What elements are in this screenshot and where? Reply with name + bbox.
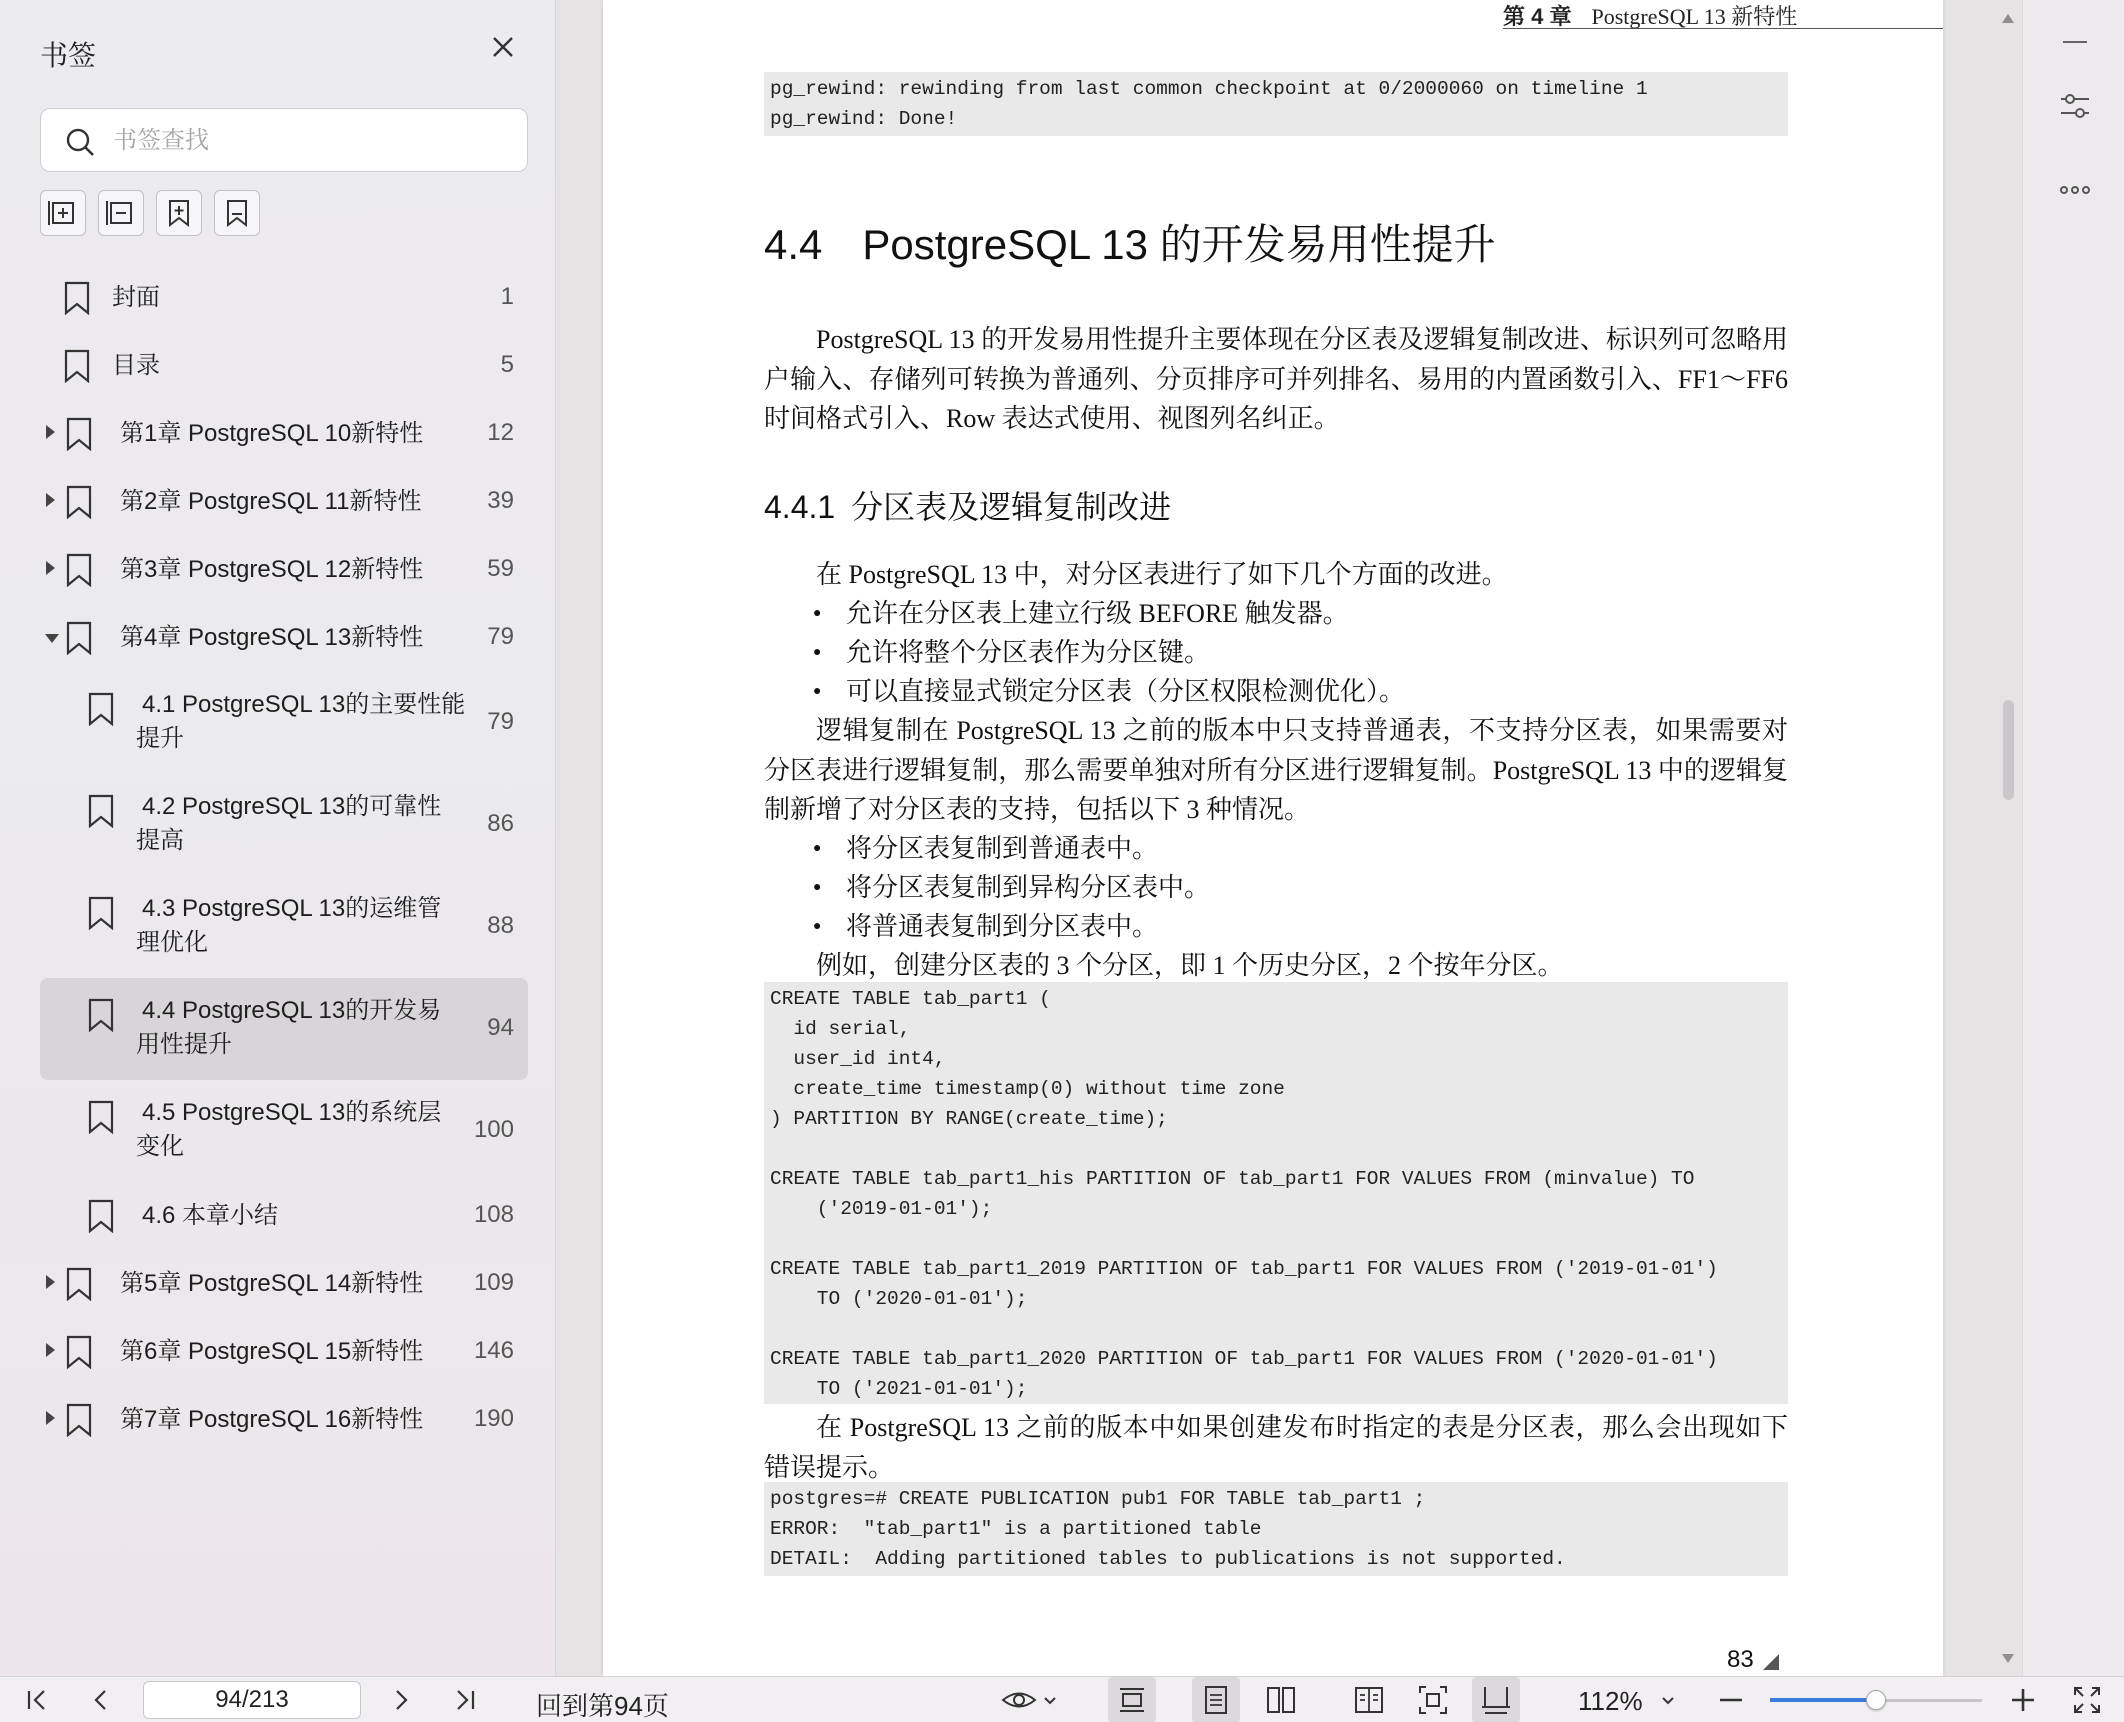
continuous-scroll-icon[interactable]	[1479, 1683, 1513, 1717]
bookmark-item-4-5[interactable]	[40, 1080, 528, 1182]
fullscreen-icon[interactable]	[2070, 1683, 2104, 1717]
bookmark-label-line2: 提高	[136, 827, 184, 854]
intro-paragraph: PostgreSQL 13 的开发易用性提升主要体现在分区表及逻辑复制改进、标识列可忽略用户输入、存储列可转换为普通列、分页排序可并列排名、易用的内置函数引入、FF1～FF6 时间格式引入、Row 表达式使用、视图列名纠正。	[764, 325, 1788, 433]
bookmark-icon	[88, 794, 114, 828]
fit-width-icon[interactable]	[1115, 1683, 1149, 1717]
add-bookmark-icon	[163, 197, 195, 229]
document-viewport[interactable]	[556, 0, 2022, 1676]
scroll-up-icon[interactable]	[2002, 14, 2014, 23]
zoom-dropdown-chevron-icon[interactable]	[1658, 1683, 1678, 1717]
bookmark-page: 86	[487, 810, 514, 837]
bookmark-label: 第1章 PostgreSQL 10新特性	[120, 420, 424, 447]
bullet-item: ● 将普通表复制到分区表中。	[816, 907, 1158, 946]
bookmark-page: 1	[500, 283, 514, 310]
section-heading	[764, 212, 1496, 272]
bookmark-label: 第2章 PostgreSQL 11新特性	[120, 488, 422, 515]
bookmark-label-line2: 用性提升	[136, 1031, 232, 1058]
bookmark-label: 第4章 PostgreSQL 13新特性	[120, 624, 424, 651]
bookmark-item-chapter-1[interactable]	[40, 400, 528, 468]
vertical-scrollbar[interactable]	[1996, 0, 2022, 1676]
expand-arrow-icon[interactable]	[46, 493, 55, 507]
expand-arrow-icon[interactable]	[46, 1411, 55, 1425]
bookmark-label: 4.6 本章小结	[142, 1202, 279, 1229]
bullet-item: ● 可以直接显式锁定分区表（分区权限检测优化）。	[816, 672, 1405, 711]
bookmark-icon	[88, 1100, 114, 1134]
bookmark-icon	[66, 485, 92, 519]
search-icon	[63, 125, 97, 159]
sidebar-title: 书签	[40, 40, 97, 71]
bookmark-page: 100	[473, 1116, 514, 1143]
bullet-item: ● 将分区表复制到异构分区表中。	[816, 868, 1210, 907]
bookmark-icon	[88, 1199, 114, 1233]
bookmark-item-4-4[interactable]	[40, 978, 528, 1080]
page-corner-icon	[1763, 1654, 1779, 1670]
bullet-item: ● 将分区表复制到普通表中。	[816, 829, 1158, 868]
back-to-page-link[interactable]: 回到第94页	[536, 1691, 669, 1721]
bookmark-page: 146	[473, 1337, 514, 1364]
book-view-icon[interactable]	[1352, 1683, 1386, 1717]
bookmark-label-line1: 4.3 PostgreSQL 13的运维管	[142, 895, 442, 922]
zoom-level[interactable]: 112%	[1578, 1686, 1643, 1716]
bookmark-item-chapter-7[interactable]	[40, 1386, 528, 1454]
subsection-number: 4.4.1	[764, 489, 836, 525]
bookmark-toolbar	[40, 190, 260, 236]
bookmark-label-line1: 4.1 PostgreSQL 13的主要性能	[142, 691, 466, 718]
expand-arrow-icon[interactable]	[46, 561, 55, 575]
bookmark-page: 88	[487, 912, 514, 939]
bookmark-icon	[66, 417, 92, 451]
next-page-icon[interactable]	[384, 1683, 418, 1717]
section-number: 4.4	[764, 221, 823, 268]
bookmark-label: 第5章 PostgreSQL 14新特性	[120, 1270, 424, 1297]
bookmark-item-4-2[interactable]	[40, 774, 528, 876]
last-page-icon[interactable]	[448, 1683, 482, 1717]
scroll-down-icon[interactable]	[2002, 1654, 2014, 1663]
collapse-arrow-icon[interactable]	[45, 634, 59, 643]
bookmark-label-line2: 提升	[136, 725, 184, 752]
paragraph: 在 PostgreSQL 13 中，对分区表进行了如下几个方面的改进。	[816, 560, 1508, 589]
expand-all-icon	[47, 197, 79, 229]
right-toolbar	[2022, 0, 2124, 1676]
zoom-out-icon[interactable]	[1714, 1683, 1748, 1717]
bookmark-page: 12	[487, 419, 514, 446]
zoom-in-icon[interactable]	[2006, 1683, 2040, 1717]
subsection-heading	[764, 482, 1171, 528]
code-block-create-table: CREATE TABLE tab_part1 ( id serial, user_id int4, create_time timestamp(0) without time zone ) PARTITION BY RANGE(create_time); CREATE TABLE tab_part1_his PARTITION OF tab_part1 FOR VALUES FROM (minvalue) TO ('2019-01-01'); CREATE TABLE tab_part1_2019 PARTITION OF tab_part1 FOR VALUES FROM ('2019-01-01') TO ('2020-01-01'); CREATE TABLE tab_part1_2020 PARTITION OF tab_part1 FOR VALUES FROM ('2020-01-01') TO ('2021-01-01');	[764, 982, 1788, 1404]
bottom-toolbar	[0, 1676, 2124, 1722]
add-bookmark-button[interactable]	[156, 190, 202, 236]
bookmark-page: 59	[487, 555, 514, 582]
bookmark-item-4-1[interactable]	[40, 672, 528, 774]
bookmark-item-chapter-3[interactable]	[40, 536, 528, 604]
bookmark-label-line1: 4.5 PostgreSQL 13的系统层	[142, 1099, 442, 1126]
bookmark-icon	[221, 197, 253, 229]
paragraph: 逻辑复制在 PostgreSQL 13 之前的版本中只支持普通表，不支持分区表，如果需要对分区表进行逻辑复制，那么需要单独对所有分区进行逻辑复制。PostgreSQL 13 中的逻辑复制新增了对分区表的支持，包括以下 3 种情况。	[764, 716, 1788, 824]
single-page-icon[interactable]	[1199, 1683, 1233, 1717]
bookmark-page: 109	[473, 1269, 514, 1296]
collapse-all-icon	[105, 197, 137, 229]
bullet-item: ● 允许将整个分区表作为分区键。	[816, 633, 1210, 672]
bookmark-list	[40, 264, 528, 1454]
paragraph: 在 PostgreSQL 13 之前的版本中如果创建发布时指定的表是分区表，那么会出现如下错误提示。	[764, 1413, 1788, 1482]
bookmark-item-4-6[interactable]	[40, 1182, 528, 1250]
close-icon[interactable]	[486, 30, 520, 64]
bullet-item: ● 允许在分区表上建立行级 BEFORE 触发器。	[816, 594, 1349, 633]
bookmark-label: 第7章 PostgreSQL 16新特性	[120, 1406, 424, 1433]
bookmark-page: 5	[500, 351, 514, 378]
bookmark-icon	[64, 281, 90, 315]
expand-all-button[interactable]	[40, 190, 86, 236]
bookmark-page: 108	[473, 1201, 514, 1228]
bookmarks-sidebar	[0, 0, 556, 1676]
bookmark-item-chapter-4[interactable]	[40, 604, 528, 672]
first-page-icon[interactable]	[20, 1683, 54, 1717]
bookmark-icon	[88, 896, 114, 930]
bookmark-item-4-3[interactable]	[40, 876, 528, 978]
bookmark-icon	[66, 621, 92, 655]
bookmark-page: 39	[487, 487, 514, 514]
expand-arrow-icon[interactable]	[46, 425, 55, 439]
fit-page-icon[interactable]	[1416, 1683, 1450, 1717]
eye-icon[interactable]	[1000, 1683, 1038, 1717]
bookmark-label-line1: 4.4 PostgreSQL 13的开发易	[142, 997, 442, 1024]
expand-arrow-icon[interactable]	[46, 1343, 55, 1357]
bookmark-icon	[66, 553, 92, 587]
bookmark-icon	[66, 1267, 92, 1301]
bookmark-item-chapter-5[interactable]	[40, 1250, 528, 1318]
previous-page-icon[interactable]	[84, 1683, 118, 1717]
expand-arrow-icon[interactable]	[46, 1275, 55, 1289]
two-page-icon[interactable]	[1264, 1683, 1298, 1717]
page-number: 83	[1727, 1646, 1754, 1673]
bookmark-label: 封面	[112, 284, 160, 311]
bookmark-icon	[66, 1335, 92, 1369]
bookmark-item-cover[interactable]	[40, 264, 528, 332]
bookmark-page: 94	[487, 1014, 514, 1041]
paragraph: 例如，创建分区表的 3 个分区，即 1 个历史分区，2 个按年分区。	[816, 951, 1564, 980]
collapse-all-button[interactable]	[98, 190, 144, 236]
bookmark-label: 目录	[112, 352, 160, 379]
header-title: PostgreSQL 13 新特性	[1591, 4, 1798, 29]
bookmark-label-line2: 变化	[136, 1133, 184, 1160]
code-block-publication-error: postgres=# CREATE PUBLICATION pub1 FOR TABLE tab_part1 ; ERROR: "tab_part1" is a partitioned table DETAIL: Adding partitioned tables to publications is not supported.	[764, 1482, 1788, 1576]
settings-sliders-icon[interactable]	[2057, 88, 2093, 124]
bookmark-icon	[64, 349, 90, 383]
bookmark-button[interactable]	[214, 190, 260, 236]
header-chapter: 第 4 章	[1503, 4, 1572, 29]
bookmark-icon	[66, 1403, 92, 1437]
bookmark-icon	[88, 692, 114, 726]
zoom-slider-fill	[1770, 1698, 1876, 1702]
zoom-slider-handle[interactable]	[1866, 1690, 1886, 1710]
bookmark-item-toc[interactable]	[40, 332, 528, 400]
bookmark-page: 79	[487, 623, 514, 650]
bookmark-label-line2: 理优化	[136, 929, 208, 956]
bookmark-page: 79	[487, 708, 514, 735]
code-block-pg-rewind: pg_rewind: rewinding from last common checkpoint at 0/2000060 on timeline 1 pg_rewind: Done!	[764, 72, 1788, 136]
bookmark-page: 190	[473, 1405, 514, 1432]
page-number-input[interactable]: 94/213	[143, 1681, 361, 1719]
more-icon[interactable]	[2057, 172, 2093, 208]
bookmark-search-box[interactable]	[40, 108, 528, 172]
section-title: PostgreSQL 13 的开发易用性提升	[862, 221, 1496, 268]
bookmark-icon	[88, 998, 114, 1032]
bookmark-item-chapter-2[interactable]	[40, 468, 528, 536]
scroll-thumb[interactable]	[2003, 700, 2014, 800]
pdf-page	[603, 0, 1943, 1676]
bookmark-label-line1: 4.2 PostgreSQL 13的可靠性	[142, 793, 442, 820]
bookmark-label: 第6章 PostgreSQL 15新特性	[120, 1338, 424, 1365]
bookmark-search-input[interactable]	[113, 121, 513, 161]
bookmark-item-chapter-6[interactable]	[40, 1318, 528, 1386]
chevron-down-icon[interactable]	[1040, 1683, 1060, 1717]
minimize-icon[interactable]	[2057, 24, 2093, 60]
bookmark-label: 第3章 PostgreSQL 12新特性	[120, 556, 424, 583]
page-header	[1503, 0, 1943, 29]
subsection-title: 分区表及逻辑复制改进	[851, 489, 1172, 525]
